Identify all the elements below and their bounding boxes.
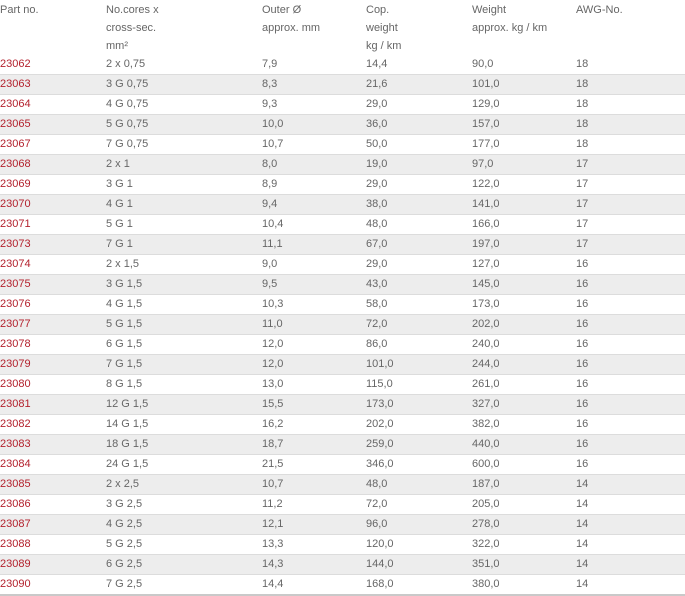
weight-cell: 202,0 (472, 315, 576, 335)
table-row (0, 475, 685, 495)
weight-cell: 322,0 (472, 535, 576, 555)
header-weight (472, 0, 576, 55)
awg-number-cell: 14 (576, 495, 685, 515)
cores-cross-section-cell: 7 G 0,75 (106, 135, 262, 155)
header-line: Cop. (366, 4, 390, 16)
copper-weight-cell: 19,0 (366, 155, 472, 175)
table-row (0, 435, 685, 455)
part-number-cell: 23081 (0, 395, 106, 415)
part-number-cell: 23087 (0, 515, 106, 535)
part-number-cell: 23085 (0, 475, 106, 495)
awg-number-cell: 17 (576, 175, 685, 195)
copper-weight-cell: 29,0 (366, 175, 472, 195)
weight-cell: 166,0 (472, 215, 576, 235)
awg-number-cell: 16 (576, 315, 685, 335)
part-number-cell: 23067 (0, 135, 106, 155)
header-part-no (0, 0, 106, 55)
weight-cell: 351,0 (472, 555, 576, 575)
header-cores-cross-section (106, 0, 262, 55)
outer-diameter-cell: 18,7 (262, 435, 366, 455)
table-row (0, 55, 685, 75)
table-row (0, 375, 685, 395)
awg-number-cell: 18 (576, 135, 685, 155)
weight-cell: 600,0 (472, 455, 576, 475)
copper-weight-cell: 346,0 (366, 455, 472, 475)
table-row (0, 455, 685, 475)
weight-cell: 101,0 (472, 75, 576, 95)
part-number-cell: 23063 (0, 75, 106, 95)
copper-weight-cell: 72,0 (366, 315, 472, 335)
weight-cell: 187,0 (472, 475, 576, 495)
table-row (0, 355, 685, 375)
part-number-cell: 23088 (0, 535, 106, 555)
cores-cross-section-cell: 6 G 1,5 (106, 335, 262, 355)
cores-cross-section-cell: 7 G 1,5 (106, 355, 262, 375)
awg-number-cell: 18 (576, 55, 685, 75)
weight-cell: 145,0 (472, 275, 576, 295)
awg-number-cell: 18 (576, 75, 685, 95)
awg-number-cell: 16 (576, 255, 685, 275)
outer-diameter-cell: 11,2 (262, 495, 366, 515)
cores-cross-section-cell: 8 G 1,5 (106, 375, 262, 395)
table-row (0, 495, 685, 515)
awg-number-cell: 16 (576, 275, 685, 295)
cores-cross-section-cell: 3 G 1 (106, 175, 262, 195)
part-number-cell: 23086 (0, 495, 106, 515)
outer-diameter-cell: 12,0 (262, 335, 366, 355)
awg-number-cell: 17 (576, 215, 685, 235)
copper-weight-cell: 29,0 (366, 95, 472, 115)
cores-cross-section-cell: 5 G 1 (106, 215, 262, 235)
table-row (0, 75, 685, 95)
outer-diameter-cell: 9,3 (262, 95, 366, 115)
part-number-cell: 23065 (0, 115, 106, 135)
awg-number-cell: 16 (576, 355, 685, 375)
header-line: approx. mm (262, 22, 321, 34)
outer-diameter-cell: 11,0 (262, 315, 366, 335)
weight-cell: 278,0 (472, 515, 576, 535)
table-row (0, 275, 685, 295)
outer-diameter-cell: 12,0 (262, 355, 366, 375)
cores-cross-section-cell: 4 G 0,75 (106, 95, 262, 115)
header-line: AWG-No. (576, 4, 623, 16)
cores-cross-section-cell: 3 G 0,75 (106, 75, 262, 95)
header-line: No.cores x (106, 4, 159, 16)
outer-diameter-cell: 14,3 (262, 555, 366, 575)
copper-weight-cell: 38,0 (366, 195, 472, 215)
table-row (0, 115, 685, 135)
table-row (0, 515, 685, 535)
outer-diameter-cell: 13,3 (262, 535, 366, 555)
copper-weight-cell: 86,0 (366, 335, 472, 355)
awg-number-cell: 18 (576, 95, 685, 115)
part-number-cell: 23064 (0, 95, 106, 115)
weight-cell: 205,0 (472, 495, 576, 515)
cores-cross-section-cell: 2 x 2,5 (106, 475, 262, 495)
part-number-cell: 23076 (0, 295, 106, 315)
outer-diameter-cell: 10,0 (262, 115, 366, 135)
part-number-cell: 23090 (0, 575, 106, 596)
copper-weight-cell: 48,0 (366, 215, 472, 235)
part-number-cell: 23077 (0, 315, 106, 335)
table-header (0, 0, 685, 55)
awg-number-cell: 16 (576, 415, 685, 435)
table-row (0, 335, 685, 355)
outer-diameter-cell: 21,5 (262, 455, 366, 475)
cores-cross-section-cell: 2 x 1 (106, 155, 262, 175)
table-row (0, 415, 685, 435)
copper-weight-cell: 67,0 (366, 235, 472, 255)
table-row (0, 395, 685, 415)
awg-number-cell: 14 (576, 555, 685, 575)
outer-diameter-cell: 11,1 (262, 235, 366, 255)
weight-cell: 380,0 (472, 575, 576, 596)
part-number-cell: 23069 (0, 175, 106, 195)
copper-weight-cell: 14,4 (366, 55, 472, 75)
weight-cell: 127,0 (472, 255, 576, 275)
weight-cell: 90,0 (472, 55, 576, 75)
copper-weight-cell: 58,0 (366, 295, 472, 315)
weight-cell: 197,0 (472, 235, 576, 255)
part-number-cell: 23075 (0, 275, 106, 295)
copper-weight-cell: 72,0 (366, 495, 472, 515)
part-number-cell: 23071 (0, 215, 106, 235)
copper-weight-cell: 202,0 (366, 415, 472, 435)
awg-number-cell: 17 (576, 235, 685, 255)
awg-number-cell: 18 (576, 115, 685, 135)
outer-diameter-cell: 9,5 (262, 275, 366, 295)
weight-cell: 261,0 (472, 375, 576, 395)
copper-weight-cell: 96,0 (366, 515, 472, 535)
awg-number-cell: 16 (576, 435, 685, 455)
copper-weight-cell: 173,0 (366, 395, 472, 415)
outer-diameter-cell: 10,3 (262, 295, 366, 315)
cores-cross-section-cell: 5 G 1,5 (106, 315, 262, 335)
outer-diameter-cell: 10,7 (262, 135, 366, 155)
table-row (0, 575, 685, 596)
part-number-cell: 23082 (0, 415, 106, 435)
awg-number-cell: 14 (576, 475, 685, 495)
cores-cross-section-cell: 4 G 2,5 (106, 515, 262, 535)
table-row (0, 295, 685, 315)
weight-cell: 240,0 (472, 335, 576, 355)
outer-diameter-cell: 15,5 (262, 395, 366, 415)
copper-weight-cell: 168,0 (366, 575, 472, 596)
cores-cross-section-cell: 4 G 1,5 (106, 295, 262, 315)
outer-diameter-cell: 13,0 (262, 375, 366, 395)
header-line: Weight (472, 4, 507, 16)
cores-cross-section-cell: 6 G 2,5 (106, 555, 262, 575)
header-line: kg / km (366, 40, 402, 52)
cores-cross-section-cell: 2 x 1,5 (106, 255, 262, 275)
part-number-cell: 23074 (0, 255, 106, 275)
weight-cell: 122,0 (472, 175, 576, 195)
cores-cross-section-cell: 18 G 1,5 (106, 435, 262, 455)
part-number-cell: 23073 (0, 235, 106, 255)
cores-cross-section-cell: 14 G 1,5 (106, 415, 262, 435)
table-body (0, 55, 685, 595)
outer-diameter-cell: 12,1 (262, 515, 366, 535)
cores-cross-section-cell: 12 G 1,5 (106, 395, 262, 415)
weight-cell: 97,0 (472, 155, 576, 175)
copper-weight-cell: 50,0 (366, 135, 472, 155)
weight-cell: 382,0 (472, 415, 576, 435)
table-row (0, 255, 685, 275)
table-row (0, 555, 685, 575)
cores-cross-section-cell: 7 G 1 (106, 235, 262, 255)
awg-number-cell: 16 (576, 395, 685, 415)
table-row (0, 155, 685, 175)
weight-cell: 177,0 (472, 135, 576, 155)
outer-diameter-cell: 10,7 (262, 475, 366, 495)
awg-number-cell: 16 (576, 375, 685, 395)
copper-weight-cell: 259,0 (366, 435, 472, 455)
awg-number-cell: 17 (576, 155, 685, 175)
cores-cross-section-cell: 5 G 2,5 (106, 535, 262, 555)
header-line: approx. kg / km (472, 22, 548, 34)
part-number-cell: 23068 (0, 155, 106, 175)
weight-cell: 157,0 (472, 115, 576, 135)
weight-cell: 141,0 (472, 195, 576, 215)
weight-cell: 244,0 (472, 355, 576, 375)
cores-cross-section-cell: 7 G 2,5 (106, 575, 262, 596)
cores-cross-section-cell: 24 G 1,5 (106, 455, 262, 475)
copper-weight-cell: 48,0 (366, 475, 472, 495)
header-line: cross-sec. (106, 22, 157, 34)
copper-weight-cell: 144,0 (366, 555, 472, 575)
part-number-cell: 23080 (0, 375, 106, 395)
table-row (0, 315, 685, 335)
part-number-cell: 23070 (0, 195, 106, 215)
table-row (0, 235, 685, 255)
header-outer-diameter (262, 0, 366, 55)
copper-weight-cell: 101,0 (366, 355, 472, 375)
table-row (0, 215, 685, 235)
copper-weight-cell: 43,0 (366, 275, 472, 295)
part-number-cell: 23084 (0, 455, 106, 475)
cores-cross-section-cell: 4 G 1 (106, 195, 262, 215)
table-row (0, 135, 685, 155)
copper-weight-cell: 21,6 (366, 75, 472, 95)
copper-weight-cell: 120,0 (366, 535, 472, 555)
weight-cell: 129,0 (472, 95, 576, 115)
table-row (0, 535, 685, 555)
header-awg-no (576, 0, 685, 55)
copper-weight-cell: 115,0 (366, 375, 472, 395)
outer-diameter-cell: 16,2 (262, 415, 366, 435)
part-number-cell: 23083 (0, 435, 106, 455)
weight-cell: 173,0 (472, 295, 576, 315)
outer-diameter-cell: 7,9 (262, 55, 366, 75)
outer-diameter-cell: 10,4 (262, 215, 366, 235)
header-row (0, 0, 685, 55)
table-row (0, 95, 685, 115)
part-number-cell: 23062 (0, 55, 106, 75)
outer-diameter-cell: 9,0 (262, 255, 366, 275)
header-line: mm² (106, 40, 128, 52)
outer-diameter-cell: 9,4 (262, 195, 366, 215)
awg-number-cell: 17 (576, 195, 685, 215)
copper-weight-cell: 29,0 (366, 255, 472, 275)
header-line: Part no. (0, 4, 39, 16)
copper-weight-cell: 36,0 (366, 115, 472, 135)
table-row (0, 175, 685, 195)
outer-diameter-cell: 8,0 (262, 155, 366, 175)
awg-number-cell: 16 (576, 295, 685, 315)
part-number-cell: 23089 (0, 555, 106, 575)
weight-cell: 440,0 (472, 435, 576, 455)
cores-cross-section-cell: 3 G 2,5 (106, 495, 262, 515)
outer-diameter-cell: 14,4 (262, 575, 366, 596)
weight-cell: 327,0 (472, 395, 576, 415)
cores-cross-section-cell: 2 x 0,75 (106, 55, 262, 75)
awg-number-cell: 14 (576, 575, 685, 596)
header-line: Outer Ø (262, 4, 302, 16)
cores-cross-section-cell: 5 G 0,75 (106, 115, 262, 135)
table-row (0, 195, 685, 215)
awg-number-cell: 16 (576, 455, 685, 475)
awg-number-cell: 16 (576, 335, 685, 355)
header-line: weight (366, 22, 398, 34)
part-number-cell: 23079 (0, 355, 106, 375)
awg-number-cell: 14 (576, 515, 685, 535)
awg-number-cell: 14 (576, 535, 685, 555)
part-number-cell: 23078 (0, 335, 106, 355)
cores-cross-section-cell: 3 G 1,5 (106, 275, 262, 295)
outer-diameter-cell: 8,9 (262, 175, 366, 195)
header-copper-weight (366, 0, 472, 55)
outer-diameter-cell: 8,3 (262, 75, 366, 95)
